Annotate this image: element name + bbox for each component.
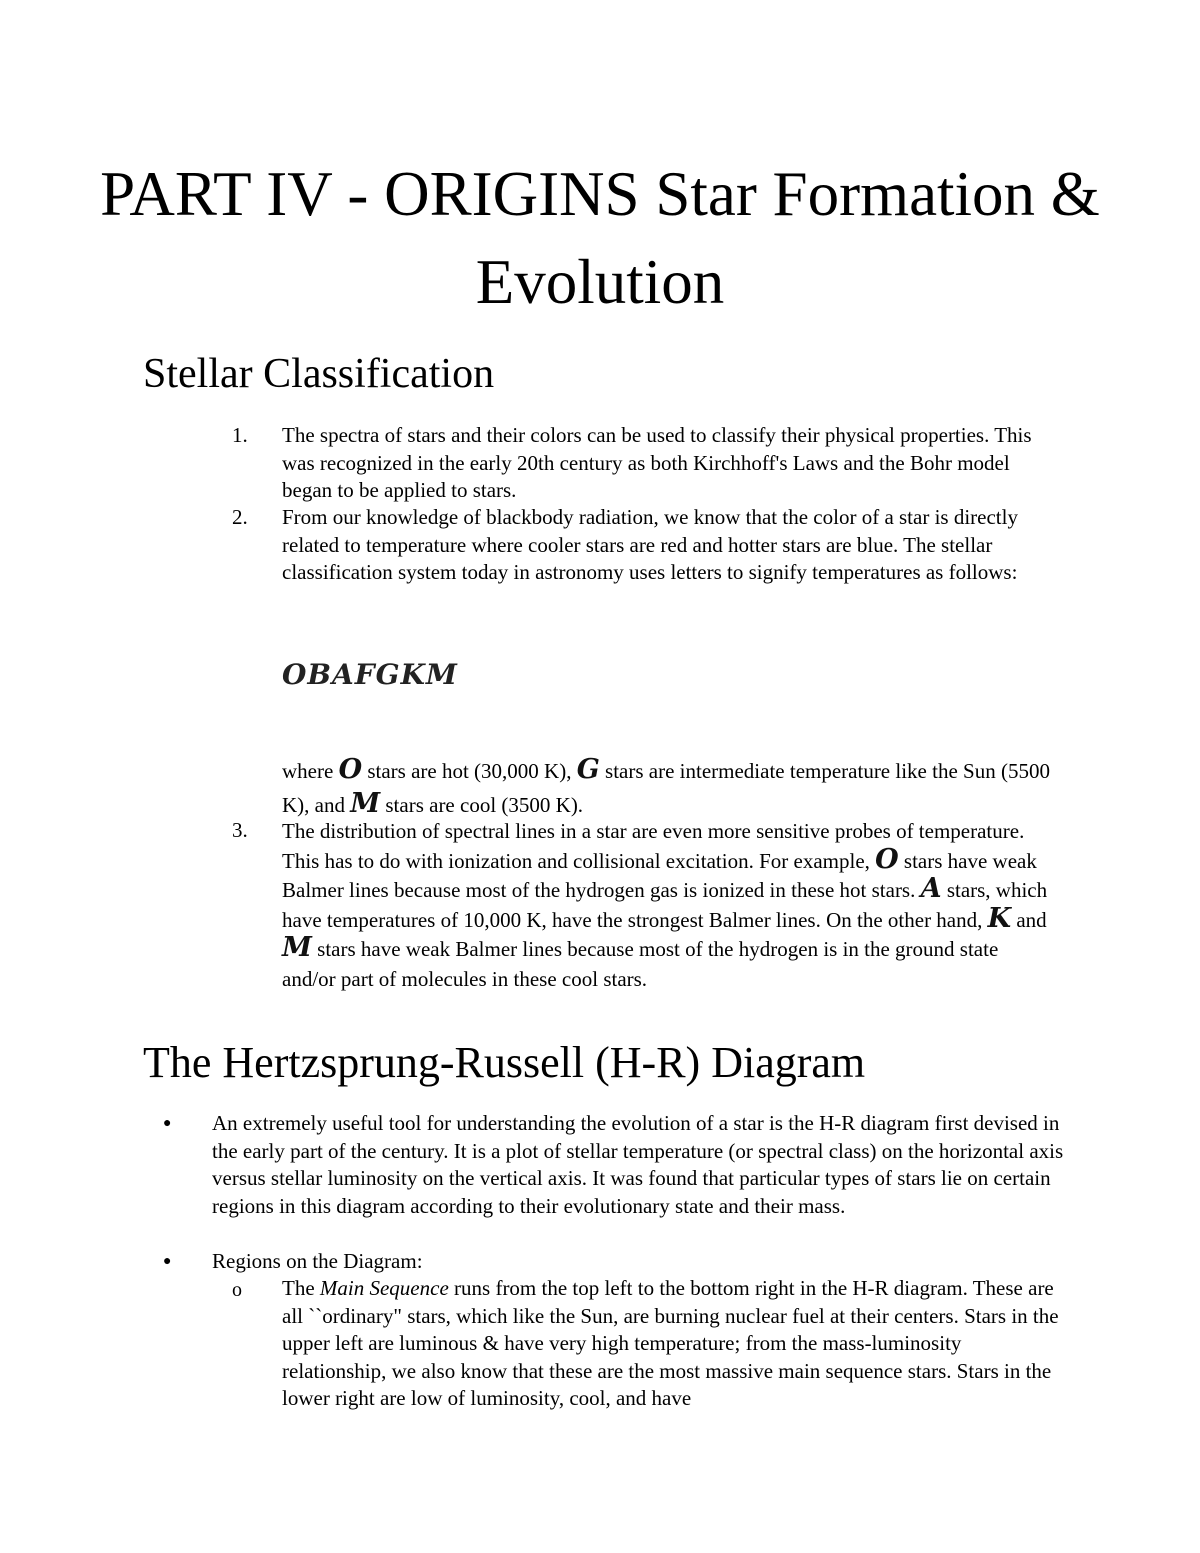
text-run: runs from the top left to the bottom right in the H-R diagram. These are all ``ordinary" stars, which like the Sun, are burning nuclear fuel at their centers. Stars in the upper left are luminous & have very high temperature; from the mass-luminosity relationship, we also know that these are the most massive main sequence stars. Stars in the lower right are low of luminosity, cool, and have [282, 1276, 1059, 1410]
spectral-class-symbol: O [338, 754, 363, 785]
text-run: stars have weak Balmer lines because most of the hydrogen is in the ground state and/or part of molecules in these cool stars. [282, 937, 999, 991]
list-number: 1. [232, 423, 248, 447]
spectral-class-symbol: K [987, 902, 1012, 934]
spectral-class-symbol: O [875, 843, 899, 875]
spectral-class-symbol: A [920, 873, 942, 904]
list-item-text: From our knowledge of blackbody radiation, we know that the color of a star is directly related to temperature where cooler stars are red and hotter stars are blue. The stellar classification system today in astronomy uses letters to signify temperatures as follows: [282, 505, 1018, 584]
text-run: stars are hot (30,000 K), [367, 759, 572, 783]
text-run: where [282, 759, 334, 783]
bullet-text: An extremely useful tool for understanding the evolution of a star is the H-R diagram first devised in the early part of the century. It is a plot of stellar temperature (or spectral class) on the horizontal axis versus stellar luminosity on the vertical axis. It was found that particular types of stars lie on certain regions in this diagram according to their evolutionary state and their mass. [212, 1111, 1064, 1218]
spectral-class-symbol: M [350, 788, 381, 819]
page-title: PART IV - ORIGINS Star Formation & Evolution [100, 159, 1100, 317]
sub-bullet-item-1 [282, 1275, 1067, 1413]
list-item-2 [282, 504, 1052, 587]
bullet-item-1 [212, 1110, 1067, 1220]
list-number: 2. [232, 505, 248, 529]
spectral-class-explanation [282, 754, 1072, 822]
bullet-icon: ● [163, 1254, 172, 1269]
spectral-class-symbol: G [576, 754, 600, 785]
sub-bullet-marker: o [232, 1279, 242, 1301]
spectral-class-symbol: M [282, 932, 312, 963]
emphasized-term: Main Sequence [319, 1276, 449, 1300]
text-run: stars are intermediate temperature like the Sun (5500 K), and [282, 759, 1050, 817]
bullet-icon: ● [163, 1116, 172, 1131]
list-item-3 [282, 817, 1052, 994]
text-run: stars, which have temperatures of 10,000 K, have the strongest Balmer lines. On the other hand, [282, 878, 1048, 932]
bullet-item-2 [212, 1248, 1067, 1276]
text-run: The distribution of spectral lines in a star are even more sensitive probes of temperature. This has to do with ionization and collisional excitation. For example, [282, 819, 1025, 873]
list-item-1 [282, 422, 1062, 505]
section-heading-stellar-classification: Stellar Classification [143, 351, 495, 397]
spectral-sequence-formula: OBAFGKM [282, 658, 458, 691]
text-run: stars have weak Balmer lines because most of the hydrogen gas is ionized in these hot stars. [282, 848, 1037, 902]
list-item-text: The spectra of stars and their colors can be used to classify their physical properties. This was recognized in the early 20th century as both Kirchhoff's Laws and the Bohr model began to be applied to stars. [282, 423, 1032, 502]
text-run: stars are cool (3500 K). [385, 793, 584, 817]
text-run: The [282, 1276, 315, 1300]
list-number: 3. [232, 818, 248, 842]
text-run: and [1016, 907, 1047, 932]
section-heading-hr-diagram: The Hertzsprung-Russell (H-R) Diagram [143, 1038, 866, 1087]
bullet-text: Regions on the Diagram: [212, 1249, 423, 1273]
